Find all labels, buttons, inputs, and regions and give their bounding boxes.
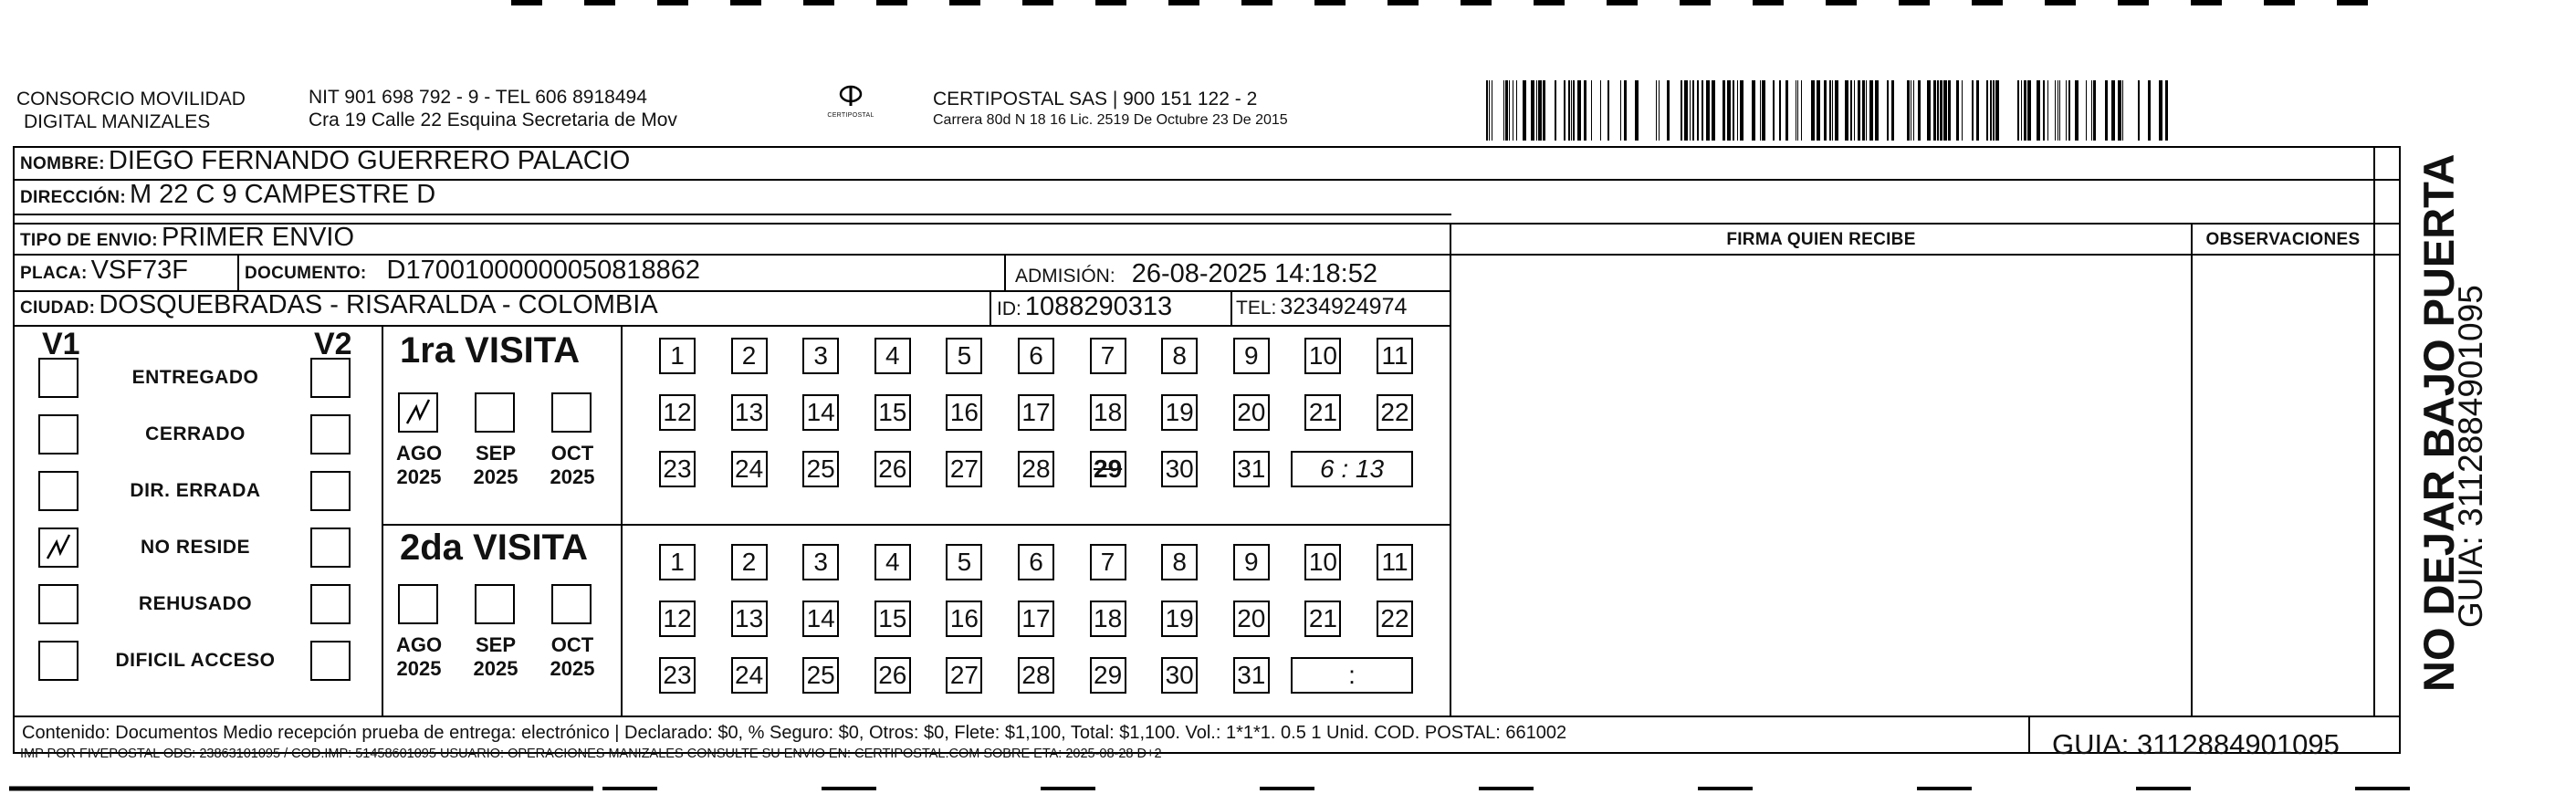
row-divider	[13, 716, 2401, 717]
day-box[interactable]: 4	[874, 338, 911, 374]
certipostal-info: CERTIPOSTAL SAS | 900 151 122 - 2 Carrera 80d N 18 16 Lic. 2519 De Octubre 23 De 2015	[933, 89, 1288, 128]
day-box[interactable]: 2	[731, 544, 768, 580]
documento-field	[245, 256, 700, 286]
company-nit-address: NIT 901 698 792 - 9 - TEL 606 8918494 Cra 19 Calle 22 Esquina Secretaria de Mov	[309, 87, 677, 131]
day-box[interactable]: 20	[1233, 394, 1270, 431]
day-box[interactable]: 5	[946, 544, 982, 580]
day-box[interactable]: 1	[659, 544, 696, 580]
day-box[interactable]: 12	[659, 601, 696, 637]
day-box[interactable]: 13	[731, 601, 768, 637]
status-checkbox-v2[interactable]	[310, 584, 351, 624]
day-box[interactable]: 20	[1233, 601, 1270, 637]
day-box[interactable]: 7	[1090, 544, 1126, 580]
col-divider	[1004, 254, 1006, 290]
side-guia: GUIA: 3112884901095	[2452, 285, 2489, 628]
direccion-value: M 22 C 9 CAMPESTRE D	[129, 180, 436, 209]
month-label: OCT 2025	[550, 633, 595, 680]
day-box[interactable]: 10	[1304, 338, 1341, 374]
day-box[interactable]: 30	[1161, 451, 1198, 487]
day-box[interactable]: 18	[1090, 394, 1126, 431]
status-checkbox-v1[interactable]	[38, 584, 79, 624]
col-divider	[1230, 290, 1232, 325]
status-label: DIR. ERRADA	[130, 480, 261, 501]
day-box[interactable]: 24	[731, 657, 768, 694]
status-checkbox-v2[interactable]	[310, 641, 351, 681]
day-box[interactable]: 6	[1018, 338, 1054, 374]
day-box[interactable]: 28	[1018, 657, 1054, 694]
day-box[interactable]: 29	[1090, 657, 1126, 694]
top-dash-strip	[511, 0, 2410, 7]
footer-guia: GUIA: 3112884901095	[2052, 728, 2340, 760]
col-divider-guia	[2028, 716, 2030, 754]
spacer	[1451, 181, 1453, 223]
day-box[interactable]: 3	[802, 544, 839, 580]
side-warning: NO DEJAR BAJO PUERTA	[2414, 153, 2463, 692]
day-box[interactable]: 31	[1233, 657, 1270, 694]
col-divider	[990, 290, 991, 325]
first-visit-label: 1ra VISITA	[400, 330, 581, 371]
status-label: ENTREGADO	[131, 367, 259, 388]
col-divider-firma	[1450, 223, 1451, 716]
col-divider	[382, 325, 383, 716]
tipo-envio-value: PRIMER ENVIO	[161, 223, 355, 252]
day-box[interactable]: 19	[1161, 601, 1198, 637]
observaciones-header: OBSERVACIONES	[2205, 230, 2361, 249]
month-label: OCT 2025	[550, 442, 595, 488]
documento-label: DOCUMENTO:	[245, 264, 367, 283]
time-box[interactable]: 6 : 13	[1291, 451, 1413, 487]
day-box[interactable]: 13	[731, 394, 768, 431]
nombre-value: DIEGO FERNANDO GUERRERO PALACIO	[108, 146, 631, 175]
ciudad-value: DOSQUEBRADAS - RISARALDA - COLOMBIA	[99, 290, 658, 319]
v1-header: V1	[42, 327, 80, 361]
barcode	[1486, 80, 2173, 141]
id-value: 1088290313	[1024, 292, 1173, 321]
day-box[interactable]: 11	[1377, 544, 1413, 580]
bottom-strip	[0, 783, 2576, 794]
admision-value: 26-08-2025 14:18:52	[1131, 259, 1377, 288]
tel-field	[1236, 294, 1407, 320]
time-box[interactable]: :	[1291, 657, 1413, 694]
day-box[interactable]: 28	[1018, 451, 1054, 487]
day-box[interactable]: 12	[659, 394, 696, 431]
admision-label: ADMISIÓN:	[1015, 266, 1115, 287]
col-divider	[621, 325, 623, 716]
status-checkbox-v2[interactable]	[310, 471, 351, 511]
day-box[interactable]: 14	[802, 394, 839, 431]
direccion-field	[20, 180, 435, 210]
status-checkbox-v1[interactable]	[38, 471, 79, 511]
day-box[interactable]: 9	[1233, 338, 1270, 374]
day-box[interactable]: 23	[659, 451, 696, 487]
tel-value: 3234924974	[1280, 294, 1408, 319]
month-checkbox[interactable]	[551, 392, 592, 433]
month-label: SEP 2025	[473, 633, 518, 680]
day-box[interactable]: 14	[802, 601, 839, 637]
day-box[interactable]: 18	[1090, 601, 1126, 637]
status-label: NO RESIDE	[140, 537, 251, 558]
day-box[interactable]: 8	[1161, 544, 1198, 580]
day-box[interactable]: 17	[1018, 394, 1054, 431]
day-box[interactable]: 7	[1090, 338, 1126, 374]
col-divider	[237, 254, 239, 290]
documento-value: D17001000000050818862	[386, 256, 701, 285]
day-box[interactable]: 29	[1090, 451, 1126, 487]
day-box[interactable]: 15	[874, 601, 911, 637]
status-label: REHUSADO	[138, 593, 253, 614]
day-box[interactable]: 27	[946, 451, 982, 487]
col-divider-right	[2373, 146, 2375, 716]
day-box[interactable]: 22	[1377, 394, 1413, 431]
day-box[interactable]: 31	[1233, 451, 1270, 487]
second-visit-label: 2da VISITA	[400, 528, 588, 568]
admision-field	[1015, 259, 1377, 289]
tel-label: TEL:	[1236, 298, 1277, 319]
month-label: SEP 2025	[473, 442, 518, 488]
certipostal-logo: CERTIPOSTAL	[814, 84, 887, 119]
placa-label: PLACA:	[20, 264, 88, 283]
day-box[interactable]: 9	[1233, 544, 1270, 580]
day-box[interactable]: 17	[1018, 601, 1054, 637]
company-name: CONSORCIO MOVILIDAD DIGITAL MANIZALES	[16, 89, 246, 132]
day-box[interactable]: 10	[1304, 544, 1341, 580]
day-box[interactable]: 16	[946, 601, 982, 637]
day-box[interactable]: 8	[1161, 338, 1198, 374]
day-box[interactable]: 6	[1018, 544, 1054, 580]
day-box[interactable]: 21	[1304, 394, 1341, 431]
day-box[interactable]: 25	[802, 451, 839, 487]
day-box[interactable]: 19	[1161, 394, 1198, 431]
month-label: AGO 2025	[395, 633, 443, 680]
placa-value: VSF73F	[90, 256, 188, 285]
id-label: ID:	[997, 298, 1021, 319]
id-field	[997, 292, 1172, 322]
footer-imp: IMP POR FIVEPOSTAL ODS: 23863101095 / COD.IMP: 51458601095 USUARIO: OPERACIONES MANIZALES CONSULTE SU ENVIO EN: CERTIPOSTAL.COM SOBRE ETA: 2025-08-28 D+2	[20, 747, 1162, 761]
day-box[interactable]: 2	[731, 338, 768, 374]
placa-field	[20, 256, 188, 286]
month-checkbox[interactable]	[398, 584, 438, 624]
month-label: AGO 2025	[395, 442, 443, 488]
nombre-field	[20, 146, 630, 176]
footer-content: Contenido: Documentos Medio recepción prueba de entrega: electrónico | Declarado: $0, % Seguro: $0, Otros: $0, Flete: $1,100, Total: $1,100. Vol.: 1*1*1. 0.5 1 Unid. COD. POSTAL: 661002	[22, 723, 1567, 743]
status-label: CERRADO	[145, 423, 246, 444]
status-checkbox-v2[interactable]	[310, 358, 351, 398]
status-checkbox-v1[interactable]	[38, 641, 79, 681]
status-checkbox-v1[interactable]	[38, 358, 79, 398]
status-checkbox-v1[interactable]	[38, 414, 79, 454]
v2-header: V2	[314, 327, 352, 361]
col-divider-obs	[2191, 223, 2193, 716]
day-box[interactable]: 15	[874, 394, 911, 431]
row-divider	[382, 524, 1450, 526]
day-box[interactable]: 23	[659, 657, 696, 694]
day-box[interactable]: 3	[802, 338, 839, 374]
day-box[interactable]: 21	[1304, 601, 1341, 637]
status-checkbox-v1[interactable]	[38, 528, 79, 568]
day-box[interactable]: 30	[1161, 657, 1198, 694]
tipo-envio-label: TIPO DE ENVIO:	[20, 231, 158, 250]
month-checkbox[interactable]	[551, 584, 592, 624]
nombre-label: NOMBRE:	[20, 154, 105, 173]
firma-header: FIRMA QUIEN RECIBE	[1726, 230, 1916, 249]
day-box[interactable]: 26	[874, 657, 911, 694]
ciudad-label: CIUDAD:	[20, 298, 96, 318]
day-box[interactable]: 5	[946, 338, 982, 374]
day-box[interactable]: 11	[1377, 338, 1413, 374]
status-label: DIFICIL ACCESO	[115, 650, 276, 671]
direccion-label: DIRECCIÓN:	[20, 188, 126, 207]
ciudad-field	[20, 290, 658, 320]
tipo-envio-field	[20, 223, 354, 253]
row-divider	[13, 214, 1451, 215]
month-checkbox[interactable]	[398, 392, 438, 433]
day-box[interactable]: 24	[731, 451, 768, 487]
row-divider	[13, 325, 1451, 327]
day-box[interactable]: 22	[1377, 601, 1413, 637]
day-box[interactable]: 4	[874, 544, 911, 580]
status-checkbox-v2[interactable]	[310, 414, 351, 454]
row-divider	[13, 223, 2401, 225]
month-checkbox[interactable]	[475, 584, 515, 624]
day-box[interactable]: 1	[659, 338, 696, 374]
month-checkbox[interactable]	[475, 392, 515, 433]
day-box[interactable]: 25	[802, 657, 839, 694]
status-checkbox-v2[interactable]	[310, 528, 351, 568]
day-box[interactable]: 26	[874, 451, 911, 487]
day-box[interactable]: 16	[946, 394, 982, 431]
day-box[interactable]: 27	[946, 657, 982, 694]
